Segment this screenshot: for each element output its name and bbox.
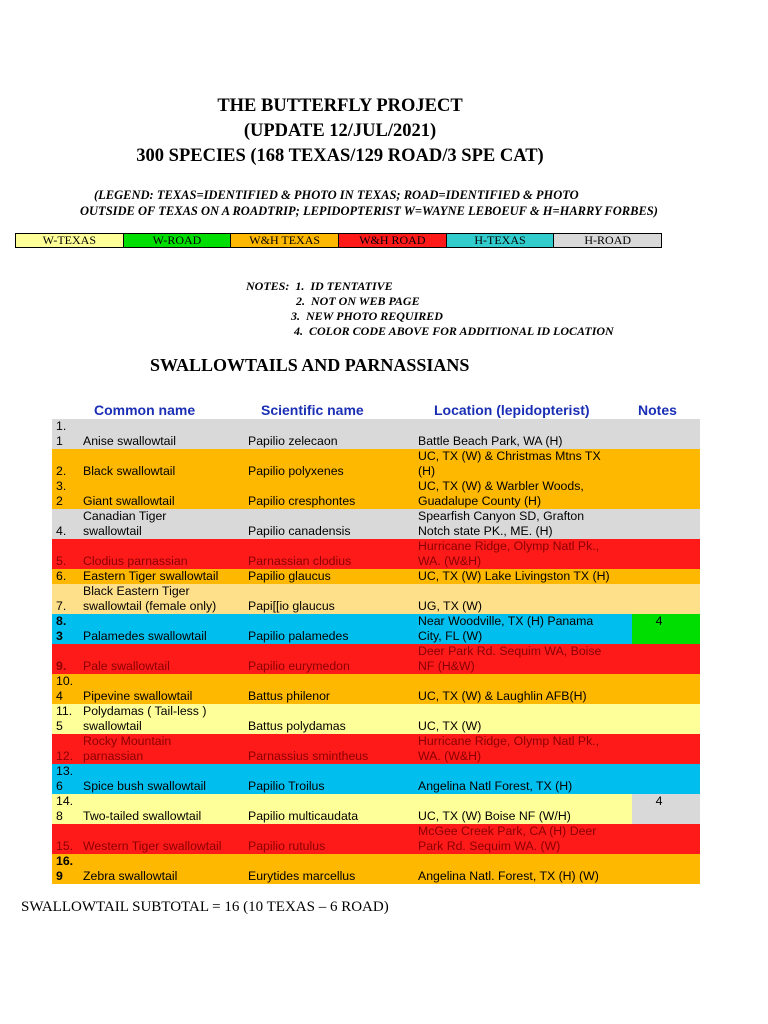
notes-cell	[632, 644, 700, 674]
scientific-name-cell	[246, 734, 416, 764]
color-key-w-texas: W-TEXAS	[16, 234, 124, 247]
location-cell-text: UC, TX (W)	[418, 719, 482, 733]
notes-cell	[632, 824, 700, 854]
table-row	[52, 674, 700, 704]
common-name-cell-text: Pipevine swallowtail	[83, 689, 193, 703]
notes-cell	[632, 584, 700, 614]
scientific-name-cell-text: Parnassian clodius	[248, 554, 352, 568]
scientific-name-cell	[246, 674, 416, 704]
row-number	[52, 479, 80, 509]
location-cell	[416, 539, 632, 569]
common-name-cell	[80, 734, 246, 764]
color-key-w-h-road: W&H ROAD	[339, 234, 447, 247]
row-number	[52, 734, 80, 764]
color-key-w-h-texas: W&H TEXAS	[231, 234, 339, 247]
scientific-name-cell-text: Papi[[io glaucus	[248, 599, 335, 613]
scientific-name-cell-text: Papilio Troilus	[248, 779, 325, 793]
location-cell	[416, 584, 632, 614]
row-number	[52, 584, 80, 614]
row-number	[52, 614, 80, 644]
scientific-name-cell-text: Papilio rutulus	[248, 839, 326, 853]
common-name-cell	[80, 704, 246, 734]
common-name-cell	[80, 824, 246, 854]
common-name-cell	[80, 449, 246, 479]
location-cell-text: Hurricane Ridge, Olymp Natl Pk., WA. (W&H)	[418, 539, 600, 568]
location-cell-text: McGee Creek Park, CA (H) Deer Park Rd. Sequim WA. (W)	[418, 824, 597, 853]
row-number-text: 1. 1	[56, 419, 67, 448]
row-number	[52, 674, 80, 704]
location-cell-text: Battle Beach Park, WA (H)	[418, 434, 563, 448]
section-title: SWALLOWTAILS AND PARNASSIANS	[150, 355, 470, 375]
scientific-name-cell	[246, 479, 416, 509]
notes-cell	[632, 854, 700, 884]
row-number-text: 16. 9	[56, 854, 74, 883]
table-row	[52, 614, 700, 644]
location-cell	[416, 794, 632, 824]
location-cell	[416, 449, 632, 479]
table-row	[52, 644, 700, 674]
scientific-name-cell	[246, 569, 416, 584]
location-cell-text: UC, TX (W) & Laughlin AFB(H)	[418, 689, 587, 703]
subtotal-line: SWALLOWTAIL SUBTOTAL = 16 (10 TEXAS – 6 ROAD)	[21, 899, 389, 915]
common-name-cell-text: Black swallowtail	[83, 464, 176, 478]
legend-description	[80, 187, 720, 219]
scientific-name-cell-text: Papilio palamedes	[248, 629, 349, 643]
notes-cell	[632, 764, 700, 794]
color-key-bar	[15, 233, 662, 248]
scientific-name-cell	[246, 539, 416, 569]
row-number-text: 10. 4	[56, 674, 74, 703]
common-name-cell	[80, 854, 246, 884]
row-number-text: 13. 6	[56, 764, 74, 793]
location-cell-text: Angelina Natl. Forest, TX (H) (W)	[418, 869, 599, 883]
location-cell	[416, 569, 632, 584]
common-name-cell-text: Palamedes swallowtail	[83, 629, 207, 643]
row-number	[52, 419, 80, 449]
row-number	[52, 764, 80, 794]
title-line-3: 300 SPECIES (168 TEXAS/129 ROAD/3 SPE CAT)	[136, 146, 544, 166]
table-row	[52, 419, 700, 449]
legend-line-1: (LEGEND: TEXAS=IDENTIFIED & PHOTO IN TEXAS; ROAD=IDENTIFIED & PHOTO	[94, 188, 579, 202]
header-notes: Notes	[638, 402, 677, 418]
common-name-cell-text: Anise swallowtail	[83, 434, 176, 448]
row-number-text: 14. 8	[56, 794, 74, 823]
common-name-cell	[80, 539, 246, 569]
scientific-name-cell	[246, 644, 416, 674]
common-name-cell	[80, 674, 246, 704]
table-row	[52, 509, 700, 539]
row-number	[52, 569, 80, 584]
location-cell	[416, 824, 632, 854]
common-name-cell-text: Giant swallowtail	[83, 494, 175, 508]
scientific-name-cell	[246, 854, 416, 884]
location-cell-text: UC, TX (W) & Christmas Mtns TX (H)	[418, 449, 601, 478]
common-name-cell-text: Canadian Tiger swallowtail	[83, 509, 167, 538]
scientific-name-cell	[246, 449, 416, 479]
notes-cell	[632, 704, 700, 734]
row-number-text: 11. 5	[56, 704, 73, 733]
scientific-name-cell	[246, 704, 416, 734]
note-1: NOTES: 1. ID TENTATIVE	[246, 279, 393, 293]
row-number	[52, 509, 80, 539]
location-cell-text: UC, TX (W) & Warbler Woods, Guadalupe County (H)	[418, 479, 584, 508]
table-row	[52, 569, 700, 584]
document-title	[0, 94, 680, 169]
note-2: 2. NOT ON WEB PAGE	[296, 294, 420, 308]
notes-cell	[632, 539, 700, 569]
scientific-name-cell-text: Papilio canadensis	[248, 524, 351, 538]
location-cell	[416, 734, 632, 764]
header-scientific-name: Scientific name	[261, 402, 364, 418]
location-cell	[416, 674, 632, 704]
common-name-cell	[80, 419, 246, 449]
common-name-cell	[80, 584, 246, 614]
scientific-name-cell-text: Eurytides marcellus	[248, 869, 356, 883]
notes-cell	[632, 734, 700, 764]
scientific-name-cell-text: Battus polydamas	[248, 719, 346, 733]
table-row	[52, 764, 700, 794]
notes-cell	[632, 614, 700, 644]
common-name-cell-text: Eastern Tiger swallowtail	[83, 569, 219, 583]
location-cell-text: Deer Park Rd. Sequim WA, Boise NF (H&W)	[418, 644, 602, 673]
location-cell-text: UG, TX (W)	[418, 599, 482, 613]
location-cell	[416, 764, 632, 794]
row-number	[52, 644, 80, 674]
scientific-name-cell-text: Papilio glaucus	[248, 569, 331, 583]
table-row	[52, 539, 700, 569]
row-number-text: 4.	[56, 524, 67, 538]
notes-cell-text: 4	[655, 614, 663, 628]
table-row	[52, 854, 700, 884]
scientific-name-cell-text: Papilio polyxenes	[248, 464, 344, 478]
table-row	[52, 704, 700, 734]
header-common-name: Common name	[94, 402, 196, 418]
notes-cell	[632, 449, 700, 479]
location-cell	[416, 509, 632, 539]
common-name-cell	[80, 644, 246, 674]
scientific-name-cell	[246, 794, 416, 824]
notes-block	[246, 279, 614, 339]
scientific-name-cell-text: Papilio eurymedon	[248, 659, 350, 673]
common-name-cell	[80, 479, 246, 509]
row-number-text: 15.	[56, 839, 74, 853]
scientific-name-cell-text: Papilio zelecaon	[248, 434, 338, 448]
common-name-cell-text: Zebra swallowtail	[83, 869, 178, 883]
notes-cell	[632, 674, 700, 704]
row-number-text: 2.	[56, 464, 67, 478]
table-row	[52, 449, 700, 479]
location-cell-text: UC, TX (W) Lake Livingston TX (H)	[418, 569, 610, 583]
notes-cell	[632, 569, 700, 584]
table-row	[52, 794, 700, 824]
common-name-cell-text: Two-tailed swallowtail	[83, 809, 202, 823]
scientific-name-cell	[246, 584, 416, 614]
color-key-w-road: W-ROAD	[124, 234, 232, 247]
table-row	[52, 734, 700, 764]
title-line-2: (UPDATE 12/JUL/2021)	[243, 121, 437, 141]
notes-cell-text: 4	[655, 794, 663, 808]
common-name-cell-text: Rocky Mountain parnassian	[83, 734, 172, 763]
location-cell-text: Spearfish Canyon SD, Grafton Notch state PK., ME. (H)	[418, 509, 585, 538]
location-cell-text: Hurricane Ridge, Olymp Natl Pk., WA. (W&H)	[418, 734, 600, 763]
scientific-name-cell	[246, 419, 416, 449]
row-number	[52, 824, 80, 854]
row-number	[52, 449, 80, 479]
location-cell	[416, 644, 632, 674]
row-number-text: 12.	[56, 749, 74, 763]
scientific-name-cell	[246, 764, 416, 794]
notes-cell	[632, 509, 700, 539]
note-4: 4. COLOR CODE ABOVE FOR ADDITIONAL ID LOCATION	[294, 324, 614, 338]
notes-cell	[632, 419, 700, 449]
row-number-text: 8. 3	[56, 614, 67, 643]
row-number	[52, 854, 80, 884]
scientific-name-cell	[246, 824, 416, 854]
table-row	[52, 479, 700, 509]
row-number	[52, 539, 80, 569]
legend-line-2: OUTSIDE OF TEXAS ON A ROADTRIP; LEPIDOPTERIST W=WAYNE LEBOEUF & H=HARRY FORBES)	[80, 204, 658, 218]
row-number	[52, 704, 80, 734]
location-cell	[416, 614, 632, 644]
common-name-cell-text: Pale swallowtail	[83, 659, 170, 673]
header-location: Location (lepidopterist)	[434, 402, 590, 418]
title-line-1: THE BUTTERFLY PROJECT	[217, 96, 463, 116]
location-cell-text: Angelina Natl Forest, TX (H)	[418, 779, 573, 793]
row-number-text: 3. 2	[56, 479, 67, 508]
common-name-cell-text: Black Eastern Tiger swallowtail (female only)	[83, 584, 217, 613]
species-table	[52, 419, 700, 884]
scientific-name-cell-text: Battus philenor	[248, 689, 331, 703]
color-key-h-road: H-ROAD	[554, 234, 661, 247]
row-number-text: 5.	[56, 554, 67, 568]
common-name-cell	[80, 794, 246, 824]
common-name-cell-text: Clodius parnassian	[83, 554, 188, 568]
note-3: 3. NEW PHOTO REQUIRED	[291, 309, 443, 323]
location-cell	[416, 419, 632, 449]
common-name-cell	[80, 764, 246, 794]
common-name-cell	[80, 509, 246, 539]
notes-cell	[632, 794, 700, 824]
color-key-h-texas: H-TEXAS	[447, 234, 555, 247]
table-row	[52, 824, 700, 854]
location-cell	[416, 704, 632, 734]
table-row	[52, 584, 700, 614]
scientific-name-cell-text: Papilio cresphontes	[248, 494, 356, 508]
row-number	[52, 794, 80, 824]
scientific-name-cell	[246, 614, 416, 644]
common-name-cell-text: Polydamas ( Tail-less ) swallowtail	[83, 704, 207, 733]
common-name-cell-text: Spice bush swallowtail	[83, 779, 207, 793]
row-number-text: 9.	[56, 659, 67, 673]
common-name-cell	[80, 569, 246, 584]
row-number-text: 7.	[56, 599, 67, 613]
scientific-name-cell-text: Parnassius smintheus	[248, 749, 369, 763]
common-name-cell-text: Western Tiger swallowtail	[83, 839, 222, 853]
notes-cell	[632, 479, 700, 509]
row-number-text: 6.	[56, 569, 67, 583]
location-cell	[416, 479, 632, 509]
location-cell	[416, 854, 632, 884]
location-cell-text: Near Woodville, TX (H) Panama City, FL (W)	[418, 614, 594, 643]
scientific-name-cell-text: Papilio multicaudata	[248, 809, 359, 823]
common-name-cell	[80, 614, 246, 644]
location-cell-text: UC, TX (W) Boise NF (W/H)	[418, 809, 571, 823]
scientific-name-cell	[246, 509, 416, 539]
